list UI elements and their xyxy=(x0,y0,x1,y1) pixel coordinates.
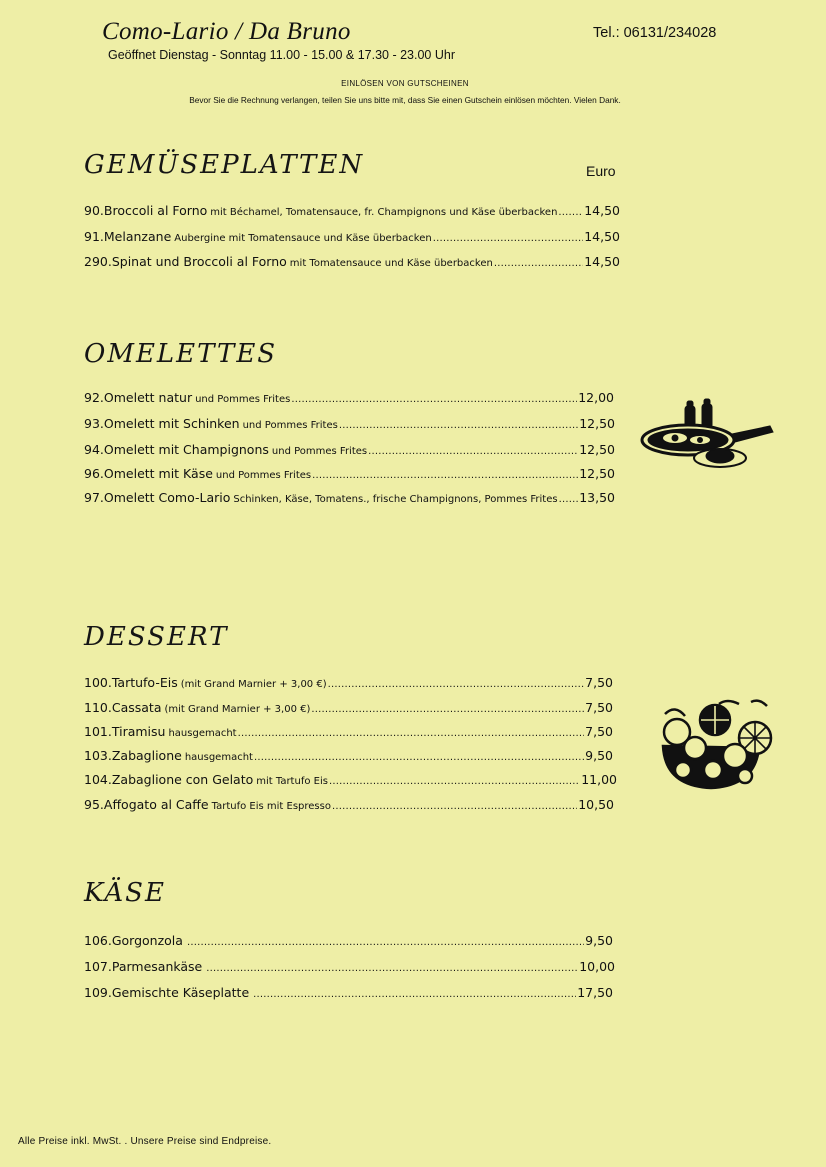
menu-item xyxy=(84,442,615,457)
omelette-pan-icon xyxy=(640,398,774,470)
section-title-omelettes: OMELETTES xyxy=(84,339,278,369)
item-name: Gemischte Käseplatte xyxy=(111,985,250,1000)
dot-leader xyxy=(558,207,583,218)
menu-item xyxy=(84,959,615,974)
item-number: 100. xyxy=(84,675,112,690)
menu-item xyxy=(84,229,620,244)
item-description: und Pommes Frites xyxy=(271,446,368,457)
dot-leader xyxy=(494,258,583,269)
item-number: 107. xyxy=(84,959,112,974)
item-name: Affogato al Caffe xyxy=(103,797,209,812)
item-price: 14,50 xyxy=(584,254,620,269)
item-description: mit Béchamel, Tomatensauce, fr. Champignons und Käse überbacken xyxy=(210,207,558,218)
item-name: Omelett natur xyxy=(103,390,193,405)
price-disclaimer: Alle Preise inkl. MwSt. . Unsere Preise sind Endpreise. xyxy=(18,1136,272,1147)
item-name: Tiramisu xyxy=(111,724,166,739)
item-price: 14,50 xyxy=(584,203,620,218)
restaurant-name: Como-Lario / Da Bruno xyxy=(102,18,351,45)
menu-item xyxy=(84,203,620,218)
item-price: 10,50 xyxy=(578,797,614,812)
item-price: 14,50 xyxy=(584,229,620,244)
item-name: Omelett Como-Lario xyxy=(103,490,231,505)
menu-item xyxy=(84,933,613,948)
currency-label: Euro xyxy=(586,163,616,179)
item-price: 17,50 xyxy=(577,985,613,1000)
item-number: 90. xyxy=(84,203,104,218)
item-number: 104. xyxy=(84,772,112,787)
item-number: 101. xyxy=(84,724,112,739)
menu-item xyxy=(84,772,617,787)
item-name: Zabaglione con Gelato xyxy=(111,772,254,787)
item-price: 9,50 xyxy=(585,933,613,948)
item-price: 12,50 xyxy=(579,416,615,431)
menu-item xyxy=(84,390,614,405)
item-name: Parmesankäse xyxy=(111,959,203,974)
dot-leader xyxy=(238,728,585,739)
item-name: Zabaglione xyxy=(111,748,182,763)
item-description: mit Tartufo Eis xyxy=(256,776,328,787)
voucher-notice-title: EINLÖSEN VON GUTSCHEINEN xyxy=(341,79,469,88)
dot-leader xyxy=(339,420,578,431)
item-description: Tartufo Eis mit Espresso xyxy=(211,801,331,812)
item-number: 96. xyxy=(84,466,104,481)
section-title-dessert: DESSERT xyxy=(84,622,229,652)
item-price: 7,50 xyxy=(585,675,613,690)
menu-item xyxy=(84,490,615,505)
menu-item xyxy=(84,675,613,690)
item-description: Aubergine mit Tomatensauce und Käse überbacken xyxy=(174,233,432,244)
item-price: 7,50 xyxy=(585,700,613,715)
dot-leader xyxy=(291,394,577,405)
menu-item xyxy=(84,416,615,431)
item-number: 97. xyxy=(84,490,104,505)
section-title-gemueseplatten: GEMÜSEPLATTEN xyxy=(84,150,365,180)
item-price: 13,50 xyxy=(579,490,615,505)
dot-leader xyxy=(253,989,576,1000)
menu-item xyxy=(84,797,614,812)
item-number: 93. xyxy=(84,416,104,431)
opening-hours: Geöffnet Dienstag - Sonntag 11.00 - 15.00 & 17.30 - 23.00 Uhr xyxy=(108,48,455,62)
phone-number: Tel.: 06131/234028 xyxy=(593,25,717,41)
dot-leader xyxy=(187,937,584,948)
item-price: 7,50 xyxy=(585,724,613,739)
item-description: und Pommes Frites xyxy=(215,470,312,481)
item-name: Broccoli al Forno xyxy=(103,203,208,218)
menu-item xyxy=(84,700,613,715)
item-description: (mit Grand Marnier + 3,00 €) xyxy=(180,679,327,690)
dot-leader xyxy=(206,963,578,974)
menu-item xyxy=(84,724,613,739)
menu-item xyxy=(84,254,620,269)
item-name: Gorgonzola xyxy=(111,933,183,948)
dot-leader xyxy=(433,233,583,244)
item-description: (mit Grand Marnier + 3,00 €) xyxy=(164,704,311,715)
dot-leader xyxy=(559,494,579,505)
item-description: und Pommes Frites xyxy=(195,394,291,405)
item-number: 92. xyxy=(84,390,104,405)
item-number: 109. xyxy=(84,985,112,1000)
dot-leader xyxy=(332,801,577,812)
item-name: Omelett mit Schinken xyxy=(103,416,240,431)
dot-leader xyxy=(368,446,578,457)
item-name: Omelett mit Champignons xyxy=(103,442,269,457)
section-title-kaese: KÄSE xyxy=(84,878,166,908)
item-name: Cassata xyxy=(111,700,162,715)
item-number: 106. xyxy=(84,933,112,948)
menu-item xyxy=(84,748,613,763)
item-description: hausgemacht xyxy=(168,728,237,739)
item-name: Spinat und Broccoli al Forno xyxy=(111,254,287,269)
dot-leader xyxy=(329,776,580,787)
item-number: 103. xyxy=(84,748,112,763)
item-number: 94. xyxy=(84,442,104,457)
item-name: Omelett mit Käse xyxy=(103,466,213,481)
item-price: 11,00 xyxy=(581,772,617,787)
item-number: 95. xyxy=(84,797,104,812)
item-description: mit Tomatensauce und Käse überbacken xyxy=(289,258,493,269)
item-price: 12,50 xyxy=(579,442,615,457)
dot-leader xyxy=(312,470,578,481)
item-number: 91. xyxy=(84,229,104,244)
dot-leader xyxy=(254,752,584,763)
menu-item xyxy=(84,466,615,481)
item-number: 290. xyxy=(84,254,112,269)
item-price: 9,50 xyxy=(585,748,613,763)
item-description: hausgemacht xyxy=(184,752,253,763)
voucher-notice-text: Bevor Sie die Rechnung verlangen, teilen Sie uns bitte mit, dass Sie einen Gutschein einlösen möchten. Vielen Dank. xyxy=(189,95,621,105)
dot-leader xyxy=(328,679,585,690)
item-name: Melanzane xyxy=(103,229,172,244)
dot-leader xyxy=(311,704,584,715)
item-price: 10,00 xyxy=(579,959,615,974)
item-description: Schinken, Käse, Tomatens., frische Champignons, Pommes Frites xyxy=(233,494,558,505)
item-number: 110. xyxy=(84,700,112,715)
item-price: 12,00 xyxy=(578,390,614,405)
fruit-bowl-icon xyxy=(655,698,775,790)
item-price: 12,50 xyxy=(579,466,615,481)
menu-item xyxy=(84,985,613,1000)
item-name: Tartufo-Eis xyxy=(111,675,178,690)
item-description: und Pommes Frites xyxy=(242,420,338,431)
